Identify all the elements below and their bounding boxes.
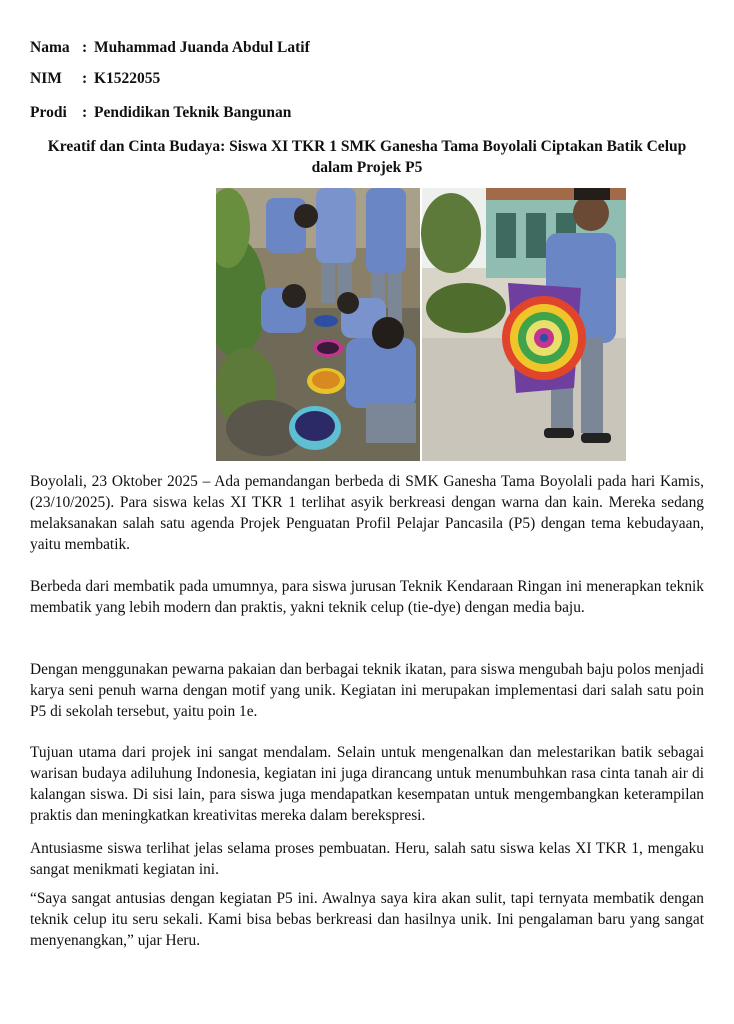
nama-value: Muhammad Juanda Abdul Latif: [94, 39, 310, 56]
paragraph-4: Tujuan utama dari projek ini sangat mendalam. Selain untuk mengenalkan dan melestarikan batik sebagai warisan budaya adiluhung Indonesia, kegiatan ini juga dirancang untuk menumbuhkan rasa cinta tanah air di kalangan siswa. Di sisi lain, para siswa juga mendapatkan kesempatan untuk mengembangkan keterampilan praktis dan meningkatkan kreativitas mereka dalam berekspresi.: [30, 744, 704, 824]
prodi-label: Prodi: [30, 104, 67, 121]
paragraph-5: Antusiasme siswa terlihat jelas selama proses pembuatan. Heru, salah satu siswa kelas XI TKR 1, mengaku sangat menikmati kegiatan ini.: [30, 840, 704, 878]
prodi-separator: :: [82, 104, 88, 121]
nim-separator: :: [82, 70, 88, 87]
left-photo-students-dyeing: [216, 188, 420, 461]
nama-separator: :: [82, 39, 88, 56]
paragraph-3: Dengan menggunakan pewarna pakaian dan berbagai teknik ikatan, para siswa mengubah baju polos menjadi karya seni penuh warna dengan motif yang unik. Kegiatan ini merupakan implementasi dari salah satu poin P5 di sekolah tersebut, yaitu poin 1e.: [30, 661, 704, 720]
paragraph-2: Berbeda dari membatik pada umumnya, para siswa jurusan Teknik Kendaraan Ringan ini menerapkan teknik membatik yang lebih modern dan praktis, yakni teknik celup (tie-dye) dengan media baju.: [30, 578, 704, 616]
nama-label: Nama: [30, 39, 70, 56]
article-title: Kreatif dan Cinta Budaya: Siswa XI TKR 1 SMK Ganesha Tama Boyolali Ciptakan Batik Celup dalam Projek P5: [47, 138, 687, 176]
nama-row: [30, 38, 310, 58]
prodi-value: Pendidikan Teknik Bangunan: [94, 104, 292, 121]
paragraph-6-quote: “Saya sangat antusias dengan kegiatan P5 ini. Awalnya saya kira akan sulit, tapi ternyata membatik dengan teknik celup itu seru sekali. Kami bisa bebas berkreasi dan hasilnya unik. Ini pengalaman baru yang sangat menyenangkan,” ujar Heru.: [30, 890, 704, 949]
paragraph-1: Boyolali, 23 Oktober 2025 – Ada pemandangan berbeda di SMK Ganesha Tama Boyolali pada hari Kamis, (23/10/2025). Para siswa kelas XI TKR 1 terlihat asyik berkreasi dengan warna dan kain. Mereka sedang melaksanakan salah satu agenda Projek Penguatan Profil Pelajar Pancasila (P5) dengan tema kebudayaan, yaitu membatik.: [30, 473, 704, 553]
prodi-row: [30, 103, 291, 123]
nim-label: NIM: [30, 70, 62, 87]
nim-row: [30, 69, 160, 89]
nim-value: K1522055: [94, 70, 161, 87]
article-photo: [216, 188, 626, 461]
right-photo-tie-dye-shirt: [421, 188, 626, 461]
